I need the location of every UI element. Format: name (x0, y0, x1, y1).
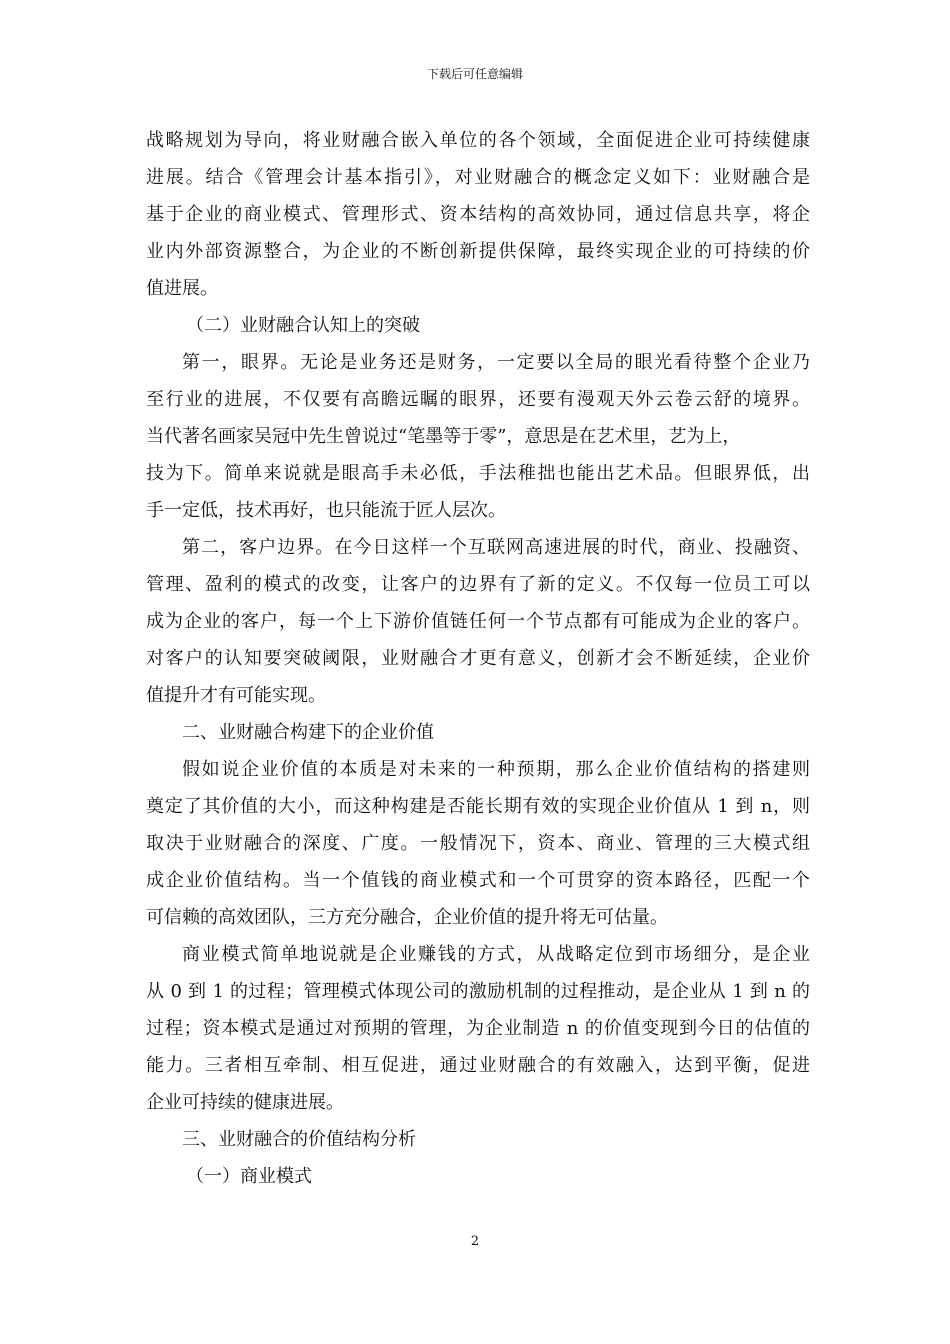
text-line: 手一定低，技术再好，也只能流于匠人层次。 (146, 500, 506, 521)
text-line: 进展。结合《管理会计基本指引》，对业财融合的概念定义如下：业财融合是 (146, 167, 810, 188)
text-line: 假如说企业价值的本质是对未来的一种预期，那么企业价值结构的搭建则 (182, 759, 810, 780)
text-line: 成企业价值结构。当一个值钱的商业模式和一个可贯穿的资本路径，匹配一个 (146, 870, 810, 891)
text-line: 三、业财融合的价值结构分析 (182, 1129, 416, 1150)
text-line: 值进展。 (146, 278, 218, 299)
text-line: 技为下。简单来说就是眼高手未必低，手法稚拙也能出艺术品。但眼界低，出 (146, 463, 810, 484)
text-line: 从 0 到 1 的过程；管理模式体现公司的激励机制的过程推动，是企业从 1 到 n 的 (146, 981, 810, 1002)
text-line: 企业可持续的健康进展。 (146, 1092, 344, 1113)
text-line: 商业模式简单地说就是企业赚钱的方式，从战略定位到市场细分，是企业 (182, 944, 810, 965)
text-line: 成为企业的客户，每一个上下游价值链任何一个节点都有可能成为企业的客户。 (146, 611, 810, 632)
text-line: 奠定了其价值的大小，而这种构建是否能长期有效的实现企业价值从 1 到 n，则 (146, 796, 810, 817)
page-number: 2 (470, 1234, 480, 1249)
text-line: （一）商业模式 (186, 1166, 312, 1187)
text-line: （二）业财融合认知上的突破 (186, 315, 420, 336)
document-body (146, 122, 810, 1195)
page-header: 下载后可任意编辑 (426, 67, 523, 81)
text-line: 对客户的认知要突破阈限，业财融合才更有意义，创新才会不断延续，企业价 (146, 648, 810, 669)
text-line: 能力。三者相互牵制、相互促进，通过业财融合的有效融入，达到平衡，促进 (146, 1055, 810, 1076)
text-line: 取决于业财融合的深度、广度。一般情况下，资本、商业、管理的三大模式组 (146, 833, 810, 854)
text-line: 管理、盈利的模式的改变，让客户的边界有了新的定义。不仅每一位员工可以 (146, 574, 810, 595)
text-line: 战略规划为导向，将业财融合嵌入单位的各个领域，全面促进企业可持续健康 (146, 130, 810, 151)
text-line: 第一，眼界。无论是业务还是财务，一定要以全局的眼光看待整个企业乃 (182, 352, 810, 373)
text-line: 第二，客户边界。在今日这样一个互联网高速进展的时代，商业、投融资、 (182, 537, 810, 558)
text-line: 过程；资本模式是通过对预期的管理，为企业制造 n 的价值变现到今日的估值的 (146, 1018, 810, 1039)
text-line: 业内外部资源整合，为企业的不断创新提供保障，最终实现企业的可持续的价 (146, 241, 810, 262)
text-line: 可信赖的高效团队，三方充分融合，企业价值的提升将无可估量。 (146, 907, 668, 928)
text-line: 二、业财融合构建下的企业价值 (182, 722, 434, 743)
text-line: 值提升才有可能实现。 (146, 685, 326, 706)
text-line: 基于企业的商业模式、管理形式、资本结构的高效协同，通过信息共享，将企 (146, 204, 810, 225)
text-line: 至行业的进展，不仅要有高瞻远瞩的眼界，还要有漫观天外云卷云舒的境界。 (146, 389, 810, 410)
text-line: 当代著名画家吴冠中先生曾说过“笔墨等于零”，意思是在艺术里，艺为上， (146, 426, 741, 447)
